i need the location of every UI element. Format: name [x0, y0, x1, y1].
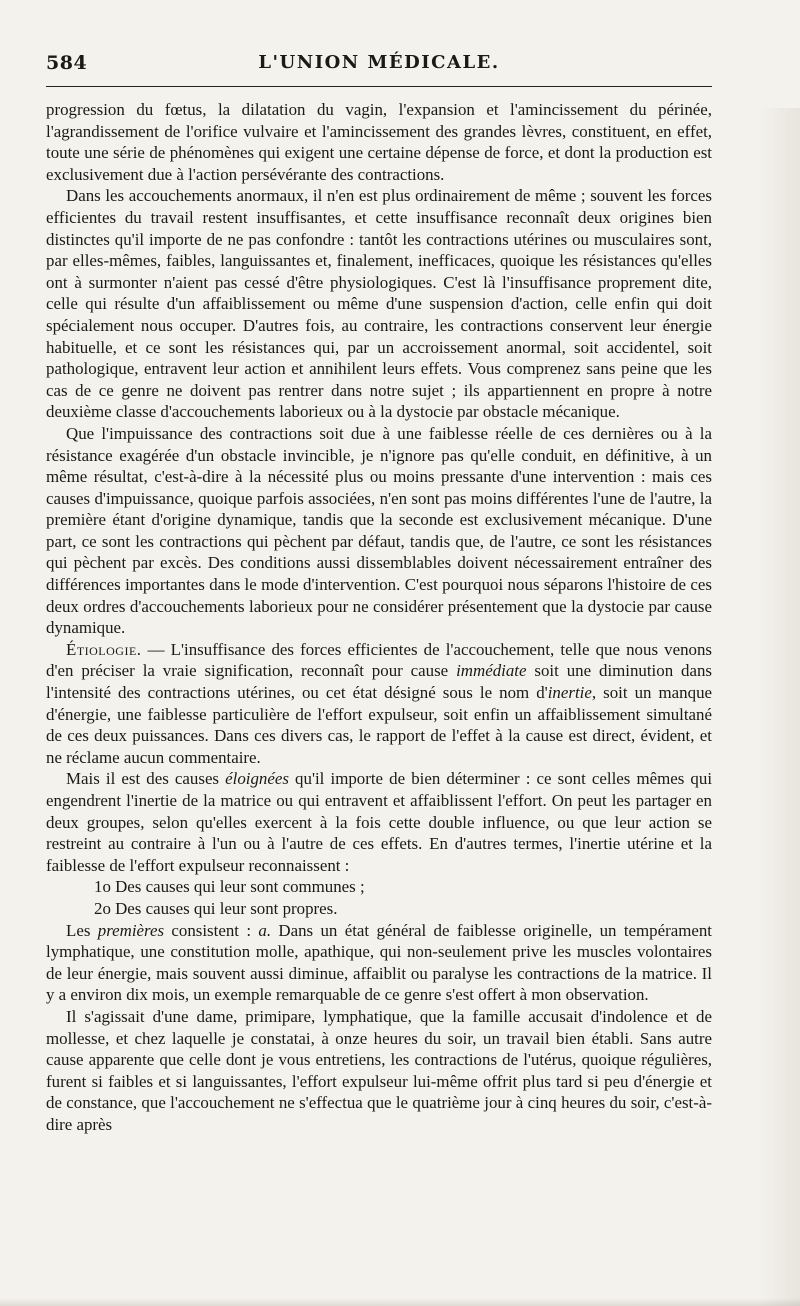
paragraph-1: progression du fœtus, la dilatation du vagin, l'expansion et l'amincissement du périnée, l'agrandissement de l'orifice vulvaire et l'amincissement des grandes lèvres, constituent, en effet, toute une série de phénomènes qui exigent une certaine dépense de force, et dont la production est exclusivement due à l'action persévérante des contractions. [46, 100, 712, 184]
text-run: Les [66, 920, 98, 940]
paragraph-observation: Il s'agissait d'une dame, primipare, lymphatique, que la famille accusait d'indolence et de mollesse, et chez laquelle je constatai, à onze heures du soir, un travail bien établi. Sans autre cause apparente que celle dont je vous entretiens, les contractions de l'utérus, quoique régulières, furent si faibles et si languissantes, l'effort expulseur lui-même offrit plus tard si peu d'énergie et de constance, que l'accouchement ne s'effectua que le quatrième jour à cinq heures du soir, c'est-à-dire après [46, 1006, 712, 1134]
emphasis: a. [258, 920, 272, 940]
text-run: soit une diminution dans l'intensité des contractions utérines, ou cet état désigné sous le nom d' [46, 661, 713, 703]
emphasis: immédiate [456, 661, 527, 681]
text-run: Dans un état général de faiblesse originelle, un tempérament lymphatique, une constitution molle, apathique, qui non-seulement prive les muscles volontaires de leur énergie, mais souvent aussi diminue, affaiblit ou paralyse les contractions de la matrice. Il y a environ dix mois, un exemple remarquable de ce genre s'est offert à mon observation. [46, 920, 712, 1005]
page-number: 584 [46, 52, 88, 74]
paragraph-etiologie [46, 639, 712, 769]
body-text [46, 99, 712, 1136]
emphasis: éloignées [225, 769, 289, 789]
text-run: — L'insuffisance des forces efficientes de l'accouchement, telle que nous venons d'en préciser la vraie signification, reconnaît pour cause [46, 639, 712, 681]
page-edge-shadow [758, 108, 800, 1306]
page-bottom-shadow [0, 1298, 800, 1306]
paragraph-premieres [46, 920, 712, 1006]
paragraph-causes [46, 768, 712, 876]
list-item-1: 1o Des causes qui leur sont communes ; [94, 877, 365, 897]
running-title: L'UNION MÉDICALE. [258, 52, 500, 73]
list-item-2: 2o Des causes qui leur sont propres. [94, 898, 338, 918]
text-run: Mais il est des causes [66, 769, 226, 789]
text-run: consistent : [164, 920, 259, 940]
paragraph-2: Dans les accouchements anormaux, il n'en est plus ordinairement de même ; souvent les forces efficientes du travail restent insuffisantes, et cette insuffisance reconnaît deux origines bien distinctes qu'il importe de ne pas confondre : tantôt les contractions utérines ou musculaires sont, par elles-mêmes, faibles, languissantes et, finalement, inefficaces, quoique les résistances qu'elles ont à surmonter n'aient pas cessé d'être physiologiques. C'est là l'insuffisance proprement dite, celle qui résulte d'un affaiblissement ou même d'une suspension d'action, celle enfin qui doit spécialement nous occuper. D'autres fois, au contraire, les contractions conservent leur énergie habituelle, et ce sont les résistances qui, par un accroissement anormal, soit accidentel, soit pathologique, entravent leur action et annihilent leurs effets. Vous comprenez sans peine que les cas de ce genre ne doivent pas rentrer dans notre sujet ; ils appartiennent en propre à notre deuxième classe d'accouchements laborieux ou à la dystocie par obstacle mécanique. [46, 186, 712, 422]
text-run: qu'il importe de bien déterminer : ce sont celles mêmes qui engendrent l'inertie de la matrice ou qui entravent et affaiblissent l'effort. On peut les partager en deux groupes, selon qu'elles exercent à la fois cette double influence, ou que leur action se restreint au contraire à l'un ou à l'autre de ces effets. En d'autres termes, l'inertie utérine et la faiblesse de l'effort expulseur reconnaissent : [46, 769, 713, 875]
paragraph-3: Que l'impuissance des contractions soit due à une faiblesse réelle de ces dernières ou à la résistance exagérée d'un obstacle invincible, je n'ignore pas qu'elle conduit, en définitive, à un même résultat, c'est-à-dire à la nécessité plus ou moins pressante d'une intervention : mais ces causes d'impuissance, quoique parfois associées, n'en sont pas moins différentes l'une de l'autre, la première étant d'origine dynamique, tandis que la seconde est exclusivement mécanique. D'une part, ce sont les contractions qui pèchent par défaut, tandis que, de l'autre, ce sont les résistances qui pèchent par excès. Des conditions aussi dissemblables doivent nécessairement entraîner des différences importantes dans le mode d'intervention. C'est pourquoi nous séparons l'histoire de ces deux ordres d'accouchements laborieux pour ne considérer présentement que la dystocie par cause dynamique. [46, 423, 712, 638]
section-heading: Étiologie. [66, 639, 142, 659]
page-header [46, 48, 712, 87]
text-run: , soit un manque d'énergie, une faiblesse particulière de l'effort expulseur, soit enfin un affaiblissement simultané de ces deux puissances. Dans ces divers cas, le rapport de l'effet à la cause est direct, évident, et ne réclame aucun commentaire. [46, 683, 713, 767]
emphasis: premières [97, 920, 165, 940]
emphasis: inertie [547, 683, 592, 703]
